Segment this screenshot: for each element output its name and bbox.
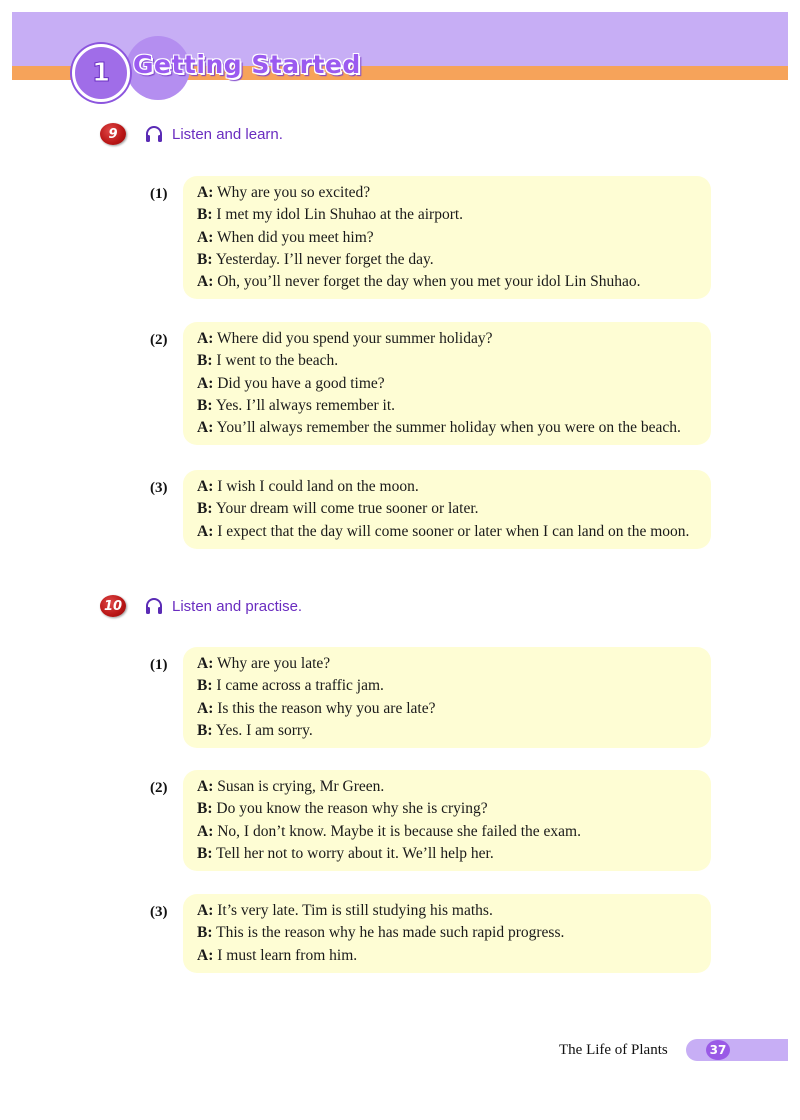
- speaker-label: B:: [197, 396, 213, 414]
- unit-number-badge: [72, 44, 130, 102]
- dialog-box: [183, 176, 711, 299]
- line-text: I came across a traffic jam.: [216, 677, 384, 695]
- speaker-label: A:: [197, 330, 214, 347]
- line-text: Where did you spend your summer holiday?: [216, 330, 493, 347]
- exercise-heading: [100, 593, 302, 619]
- line-text: Yesterday. I’ll never forget the day.: [215, 250, 434, 268]
- line-text: Is this the reason why you are late?: [217, 699, 436, 717]
- dialog-line: [197, 698, 711, 720]
- dialog-line: [197, 373, 711, 395]
- dialog-line: [197, 922, 711, 944]
- line-text: Tell her not to worry about it. We’ll help her.: [216, 844, 494, 862]
- headphones-icon: [144, 596, 164, 616]
- unit-title: Getting Started: [133, 50, 361, 79]
- exercise-number-badge: 9: [100, 123, 126, 145]
- dialog-line: [197, 350, 711, 372]
- headphones-icon: [144, 124, 164, 144]
- line-text: Why are you late?: [216, 655, 331, 672]
- speaker-label: A:: [197, 374, 214, 392]
- line-text: I met my idol Lin Shuhao at the airport.: [216, 206, 464, 224]
- exercise-instruction: Listen and learn.: [172, 125, 283, 143]
- dialog-box: [183, 322, 711, 445]
- line-text: When did you meet him?: [216, 228, 374, 246]
- speaker-label: B:: [197, 206, 213, 224]
- speaker-label: B:: [197, 721, 213, 739]
- line-text: Yes. I am sorry.: [215, 721, 313, 739]
- speaker-label: A:: [197, 419, 214, 437]
- dialog-line: [197, 653, 711, 675]
- dialog-number: (2): [150, 332, 168, 348]
- dialog-line: [197, 945, 711, 967]
- line-text: Your dream will come true sooner or later.: [215, 500, 479, 518]
- dialog-line: [197, 271, 711, 293]
- line-text: You’ll always remember the summer holiday when you were on the beach.: [216, 419, 681, 437]
- dialog-line: [197, 227, 711, 249]
- speaker-label: A:: [197, 273, 214, 291]
- line-text: Susan is crying, Mr Green.: [217, 778, 385, 795]
- dialog-box: [183, 894, 711, 973]
- unit-number: 1: [91, 58, 111, 88]
- dialog-box: [183, 647, 711, 748]
- footer-page-tab: [686, 1039, 788, 1061]
- dialog-line: [197, 843, 711, 865]
- line-text: Did you have a good time?: [217, 374, 385, 392]
- dialog-line: [197, 476, 711, 498]
- dialog-number: (3): [150, 480, 168, 496]
- dialog-number: (1): [150, 657, 168, 673]
- line-text: It’s very late. Tim is still studying his maths.: [217, 902, 493, 919]
- speaker-label: A:: [197, 778, 214, 795]
- line-text: This is the reason why he has made such rapid progress.: [216, 924, 565, 942]
- dialog-line: [197, 498, 711, 520]
- speaker-label: A:: [197, 228, 214, 246]
- line-text: I expect that the day will come sooner or later when I can land on the moon.: [217, 522, 690, 540]
- line-text: Oh, you’ll never forget the day when you met your idol Lin Shuhao.: [217, 273, 641, 291]
- speaker-label: A:: [197, 184, 214, 201]
- line-text: I must learn from him.: [217, 946, 358, 964]
- dialog-line: [197, 328, 711, 350]
- dialog-line: [197, 821, 711, 843]
- dialog-line: [197, 900, 711, 922]
- dialog-line: [197, 182, 711, 204]
- page-number: 37: [706, 1040, 730, 1060]
- line-text: Do you know the reason why she is crying?: [216, 800, 488, 818]
- speaker-label: A:: [197, 522, 214, 540]
- line-text: Yes. I’ll always remember it.: [215, 396, 396, 414]
- dialog-line: [197, 395, 711, 417]
- speaker-label: A:: [197, 699, 214, 717]
- exercise-heading: [100, 121, 283, 147]
- dialog-line: [197, 521, 711, 543]
- line-text: I wish I could land on the moon.: [217, 478, 419, 495]
- speaker-label: B:: [197, 352, 213, 370]
- speaker-label: A:: [197, 902, 214, 919]
- dialog-line: [197, 798, 711, 820]
- speaker-label: B:: [197, 800, 213, 818]
- speaker-label: A:: [197, 655, 214, 672]
- speaker-label: B:: [197, 500, 213, 518]
- line-text: No, I don’t know. Maybe it is because she failed the exam.: [217, 822, 581, 840]
- footer-book-title: The Life of Plants: [559, 1042, 668, 1058]
- dialog-line: [197, 720, 711, 742]
- dialog-line: [197, 417, 711, 439]
- dialog-box: [183, 770, 711, 871]
- dialog-number: (1): [150, 186, 168, 202]
- exercise-instruction: Listen and practise.: [172, 597, 303, 615]
- dialog-box: [183, 470, 711, 549]
- line-text: Why are you so excited?: [216, 184, 371, 201]
- dialog-line: [197, 249, 711, 271]
- speaker-label: B:: [197, 924, 213, 942]
- speaker-label: B:: [197, 844, 213, 862]
- dialog-line: [197, 776, 711, 798]
- dialog-line: [197, 204, 711, 226]
- dialog-number: (2): [150, 780, 168, 796]
- dialog-number: (3): [150, 904, 168, 920]
- line-text: I went to the beach.: [216, 352, 339, 370]
- speaker-label: A:: [197, 822, 214, 840]
- exercise-number-badge: 10: [100, 595, 126, 617]
- speaker-label: A:: [197, 946, 214, 964]
- speaker-label: B:: [197, 250, 213, 268]
- dialog-line: [197, 675, 711, 697]
- speaker-label: A:: [197, 478, 214, 495]
- speaker-label: B:: [197, 677, 213, 695]
